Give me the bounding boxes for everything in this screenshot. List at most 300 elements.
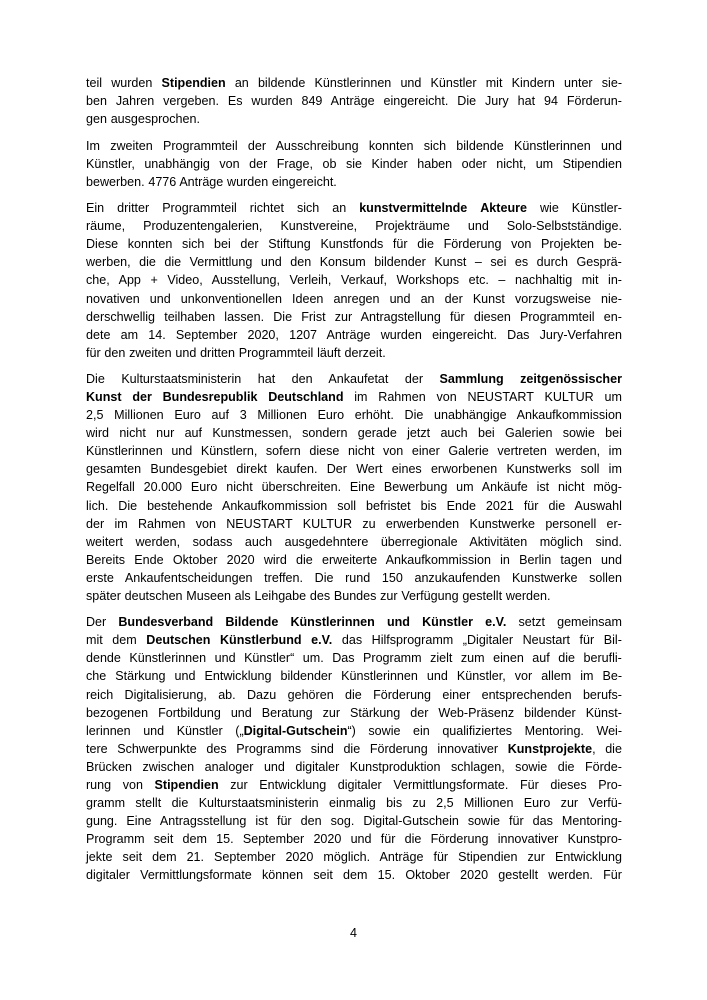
text-run: Förderun- bbox=[566, 94, 622, 109]
text-run: sie- bbox=[601, 76, 622, 90]
text-run: Förderung bbox=[443, 237, 502, 252]
text-run: gramm bbox=[86, 795, 126, 810]
text-run: Für bbox=[519, 777, 539, 792]
text-run: Entwicklung bbox=[259, 777, 327, 792]
text-run: allem bbox=[541, 669, 572, 684]
text-run: Bewerbung bbox=[383, 480, 448, 495]
text-run: teilhaben bbox=[164, 309, 216, 324]
text-run: bildender bbox=[374, 255, 426, 270]
text-run: Frage, bbox=[276, 156, 313, 171]
text-run: etc. bbox=[468, 273, 489, 288]
emphasis-text: zeitgenössischer bbox=[520, 372, 622, 387]
text-run: des bbox=[309, 588, 331, 603]
text-run: auf bbox=[211, 408, 229, 423]
text-run: September bbox=[214, 849, 276, 864]
text-run: später bbox=[86, 588, 121, 603]
text-run: che, bbox=[86, 273, 110, 288]
text-run: Kunst bbox=[472, 291, 505, 306]
text-run: in bbox=[500, 552, 510, 567]
text-run: vergeben. bbox=[163, 94, 219, 109]
text-run: Förderung bbox=[430, 831, 489, 846]
text-run: sind bbox=[310, 741, 334, 756]
text-run: Künstler, bbox=[456, 669, 506, 684]
text-run: sowie bbox=[515, 759, 548, 774]
text-run: möglich bbox=[539, 534, 583, 549]
text-run: 2020, bbox=[247, 327, 279, 342]
text-run: erweiterte bbox=[322, 552, 378, 567]
text-line bbox=[86, 631, 622, 649]
text-run: und bbox=[149, 291, 171, 306]
text-run: Antragsstellung bbox=[159, 813, 247, 828]
text-run: den bbox=[104, 345, 126, 360]
page-number: 4 bbox=[350, 926, 357, 940]
text-run: dritter bbox=[117, 201, 150, 216]
text-run: zweiten bbox=[129, 345, 172, 360]
text-run: wurden bbox=[380, 327, 422, 342]
text-run: zu bbox=[362, 516, 376, 531]
text-run: rung bbox=[86, 777, 112, 792]
text-run: nicht bbox=[558, 480, 585, 495]
text-run: ob bbox=[322, 156, 337, 171]
text-run: weitert bbox=[86, 534, 123, 549]
text-run: Künstlerinnen bbox=[341, 669, 418, 684]
text-run: die bbox=[548, 498, 566, 513]
text-run: werden. bbox=[548, 867, 593, 882]
text-run: ist bbox=[255, 813, 268, 828]
text-run: Stärkung bbox=[350, 705, 401, 720]
text-run: Web-Präsenz bbox=[438, 705, 515, 720]
text-run: dem bbox=[112, 633, 137, 648]
text-run: wird bbox=[86, 426, 110, 441]
text-run: dem bbox=[182, 831, 207, 846]
text-run: für bbox=[508, 813, 524, 828]
text-run: Bundes bbox=[333, 588, 377, 603]
text-run: hat bbox=[517, 94, 536, 109]
text-run: der bbox=[240, 237, 259, 252]
text-run: der bbox=[404, 372, 424, 387]
text-run: des bbox=[206, 741, 227, 756]
text-run: konnten bbox=[127, 237, 173, 252]
text-run: 15. bbox=[377, 867, 396, 882]
text-run: soll bbox=[337, 498, 357, 513]
text-run: lassen. bbox=[224, 309, 265, 324]
text-run: Die bbox=[273, 309, 293, 324]
text-line bbox=[86, 74, 622, 92]
text-run: Programm bbox=[363, 651, 422, 666]
text-run: Künstler, bbox=[86, 156, 135, 171]
text-run: von bbox=[195, 516, 216, 531]
text-run: das bbox=[341, 633, 363, 648]
text-run: die bbox=[164, 255, 182, 270]
text-run: von bbox=[436, 390, 457, 405]
text-run: Künstlerinnen bbox=[314, 76, 392, 90]
text-line bbox=[86, 460, 622, 478]
text-run: Produzentengalerien, bbox=[143, 219, 263, 234]
text-run: Kunstwerke bbox=[511, 570, 578, 585]
text-run: Dazu bbox=[246, 687, 277, 702]
text-run: unabhängige bbox=[434, 408, 507, 423]
text-run: Neustart bbox=[522, 633, 570, 648]
text-run: – bbox=[474, 255, 482, 270]
text-run: Die bbox=[118, 498, 138, 513]
page-body-text bbox=[86, 74, 622, 884]
text-run: Mentoring. bbox=[524, 723, 584, 738]
text-run: 14. bbox=[148, 327, 166, 342]
text-run: mög- bbox=[593, 480, 622, 495]
text-run: Euro bbox=[174, 408, 201, 423]
text-run: die bbox=[417, 237, 434, 252]
text-run: Entwicklung bbox=[554, 849, 622, 864]
text-run: den bbox=[290, 255, 312, 270]
text-run: nur bbox=[156, 426, 175, 441]
text-run: nicht, bbox=[496, 156, 527, 171]
text-run: Kunstwerks bbox=[506, 462, 572, 477]
text-run: sich bbox=[296, 201, 320, 216]
text-run: zur bbox=[322, 705, 341, 720]
text-run: überregionale bbox=[380, 534, 458, 549]
text-run: Ankaufkommission bbox=[385, 552, 491, 567]
text-run: und bbox=[350, 831, 372, 846]
text-run: Mentoring- bbox=[561, 813, 622, 828]
text-run: die bbox=[171, 795, 189, 810]
text-run: setzt bbox=[518, 615, 545, 630]
text-run: Projekträume bbox=[375, 219, 450, 234]
text-run: an bbox=[420, 291, 435, 306]
text-run: September bbox=[242, 831, 305, 846]
text-run: zur bbox=[380, 588, 398, 603]
text-run: deutschen bbox=[124, 588, 183, 603]
text-run: sog. bbox=[330, 813, 355, 828]
text-run: bildender bbox=[524, 705, 576, 720]
text-run: Gesprä- bbox=[576, 255, 622, 270]
text-run: um bbox=[535, 156, 554, 171]
text-run: einer bbox=[442, 687, 471, 702]
text-run: Ankäufe bbox=[481, 480, 528, 495]
text-run: digitaler bbox=[337, 777, 382, 792]
text-run: Künstlerinnen bbox=[129, 651, 207, 666]
text-run: Kunstmessen, bbox=[212, 426, 292, 441]
text-run: dem bbox=[152, 849, 177, 864]
text-run: Vermittlungsformate bbox=[140, 867, 252, 882]
text-line bbox=[86, 442, 622, 460]
text-line bbox=[86, 235, 622, 253]
text-line bbox=[86, 848, 622, 866]
text-run: Frist bbox=[301, 309, 326, 324]
emphasis-text: Kunstprojekte bbox=[507, 741, 593, 756]
text-run: bildende bbox=[456, 138, 504, 153]
text-run: unkonventionellen bbox=[180, 291, 282, 306]
text-run: im bbox=[354, 390, 368, 405]
text-run: ausgedehntere bbox=[284, 534, 369, 549]
text-line bbox=[86, 92, 622, 110]
text-run: oder bbox=[461, 156, 487, 171]
emphasis-text: der bbox=[132, 390, 152, 405]
text-run: sowie bbox=[368, 723, 401, 738]
emphasis-text: Bundesrepublik bbox=[162, 390, 258, 405]
text-run: bewerben. bbox=[86, 174, 145, 189]
text-run: erwerbenden bbox=[385, 516, 460, 531]
emphasis-text: Deutschen bbox=[146, 633, 211, 648]
text-run: gemeinsam bbox=[557, 615, 622, 630]
text-run: Anträge bbox=[179, 174, 224, 189]
text-run: es bbox=[514, 255, 529, 270]
text-run: ausgesprochen. bbox=[110, 112, 200, 127]
text-run: Jury-Verfahren bbox=[539, 327, 622, 342]
text-run: Video, bbox=[167, 273, 203, 288]
text-run: vertreten bbox=[497, 444, 547, 459]
text-run: die bbox=[605, 741, 622, 756]
text-run: 2020 bbox=[226, 552, 255, 567]
text-run: und bbox=[400, 76, 422, 90]
text-run: Be- bbox=[602, 669, 623, 684]
text-run: auf bbox=[184, 426, 203, 441]
text-run: Der bbox=[86, 615, 107, 630]
text-run: und bbox=[171, 444, 193, 459]
text-run: wurden bbox=[227, 174, 269, 189]
text-run: Rahmen bbox=[378, 390, 426, 405]
text-run: und bbox=[601, 552, 622, 567]
text-run: und bbox=[143, 723, 165, 738]
text-line bbox=[86, 497, 622, 515]
text-run: die bbox=[558, 651, 575, 666]
text-run: Der bbox=[326, 462, 347, 477]
text-run: Millionen bbox=[257, 408, 307, 423]
text-run: kaufen. bbox=[276, 462, 318, 477]
text-run: Eine bbox=[349, 480, 376, 495]
text-run: analoger bbox=[204, 759, 254, 774]
text-run: Kunstpro- bbox=[567, 831, 622, 846]
text-run: Förderung bbox=[369, 741, 428, 756]
emphasis-text: Stipendien bbox=[161, 76, 226, 90]
text-run: innovativer bbox=[497, 831, 559, 846]
text-run: NEUSTART bbox=[226, 516, 293, 531]
text-run: einen bbox=[493, 651, 524, 666]
text-run: Galerien bbox=[505, 426, 553, 441]
text-run: räume, bbox=[86, 219, 126, 234]
text-run: an bbox=[234, 76, 249, 90]
emphasis-text: Deutschland bbox=[268, 390, 344, 405]
text-line bbox=[86, 866, 622, 884]
text-run: novativen bbox=[86, 291, 140, 306]
text-run: Ankaufentscheidungen bbox=[124, 570, 253, 585]
text-run: und bbox=[426, 669, 448, 684]
text-run: jekte bbox=[86, 849, 113, 864]
text-run: wurden bbox=[251, 94, 293, 109]
text-run: die bbox=[139, 255, 156, 270]
text-run: zur bbox=[230, 777, 248, 792]
text-run: Oktober bbox=[172, 552, 218, 567]
text-run: bildende bbox=[257, 76, 306, 90]
text-run: Das bbox=[507, 327, 530, 342]
text-run: innovativer bbox=[437, 741, 499, 756]
text-run: die bbox=[557, 759, 575, 774]
text-run: 15. bbox=[216, 831, 234, 846]
text-line bbox=[86, 308, 622, 326]
text-run: Das bbox=[332, 651, 355, 666]
text-run: bestehende bbox=[147, 498, 213, 513]
text-run: seit bbox=[313, 867, 333, 882]
text-line bbox=[86, 217, 622, 235]
text-run: Jury bbox=[485, 94, 509, 109]
text-run: Ankaufetat bbox=[328, 372, 389, 387]
text-run: vor bbox=[514, 669, 533, 684]
text-run: von bbox=[219, 156, 240, 171]
text-run: Kulturstaatsministerin bbox=[121, 372, 242, 387]
text-line bbox=[86, 406, 622, 424]
text-run: er- bbox=[606, 516, 622, 531]
text-run: Aktivitäten bbox=[469, 534, 528, 549]
text-run: hat bbox=[257, 372, 276, 387]
text-run: zur bbox=[560, 795, 579, 810]
text-run: gung. bbox=[86, 813, 118, 828]
text-run: haben bbox=[417, 156, 453, 171]
emphasis-text: und bbox=[386, 615, 410, 630]
text-line bbox=[86, 515, 622, 533]
text-line bbox=[86, 326, 622, 344]
text-run: 20.000 bbox=[143, 480, 183, 495]
text-run: wie bbox=[539, 201, 559, 216]
text-run: nicht bbox=[347, 444, 375, 459]
text-run: bei bbox=[477, 426, 495, 441]
text-run: + bbox=[150, 273, 158, 288]
text-run: diese bbox=[309, 444, 340, 459]
text-line bbox=[86, 686, 622, 704]
paragraph bbox=[86, 199, 622, 361]
text-run: auf bbox=[532, 651, 550, 666]
text-run: 2020 bbox=[460, 867, 489, 882]
text-run: Wei- bbox=[596, 723, 623, 738]
text-run: Programmteil bbox=[519, 309, 595, 324]
text-line bbox=[86, 776, 622, 794]
text-run: direkt bbox=[236, 462, 268, 477]
text-run: dieses bbox=[550, 777, 587, 792]
text-run: digitaler bbox=[295, 759, 340, 774]
text-run: , bbox=[592, 741, 596, 756]
text-run: Euro bbox=[523, 795, 551, 810]
text-run: zum bbox=[460, 651, 485, 666]
text-run: gerade bbox=[357, 426, 397, 441]
text-run: um bbox=[456, 480, 474, 495]
text-run: in- bbox=[608, 273, 622, 288]
text-run: Ideen bbox=[292, 291, 324, 306]
text-run: Regelfall bbox=[86, 480, 135, 495]
text-run: anzukaufenden bbox=[414, 570, 501, 585]
text-run: gestellt bbox=[462, 588, 503, 603]
text-run: NEUSTART bbox=[467, 390, 534, 405]
text-run: der bbox=[247, 138, 266, 153]
text-run: Programms bbox=[236, 741, 302, 756]
text-run: von bbox=[122, 777, 143, 792]
text-run: nachhaltig bbox=[514, 273, 573, 288]
text-run: und bbox=[467, 219, 489, 234]
text-line bbox=[86, 830, 622, 848]
text-run: einer bbox=[411, 444, 440, 459]
text-run: werden, bbox=[555, 444, 601, 459]
text-run: der bbox=[410, 705, 429, 720]
text-run: um bbox=[604, 390, 622, 405]
text-line bbox=[86, 704, 622, 722]
text-run: Euro bbox=[190, 480, 218, 495]
text-run: erhöht. bbox=[354, 408, 394, 423]
text-run: sollen bbox=[589, 570, 622, 585]
text-run: Fortbildung bbox=[158, 705, 221, 720]
emphasis-text: Sammlung bbox=[439, 372, 504, 387]
emphasis-text: Stipendien bbox=[154, 777, 219, 792]
text-run: seit bbox=[122, 849, 143, 864]
text-run: der bbox=[249, 156, 268, 171]
text-run: 150 bbox=[381, 570, 403, 585]
text-run: eingereicht. bbox=[383, 94, 449, 109]
text-line bbox=[86, 812, 622, 830]
text-run: Eine bbox=[126, 813, 152, 828]
text-run: Ausschreibung bbox=[275, 138, 359, 153]
text-run: Ein bbox=[86, 201, 105, 216]
text-run: unabhängig bbox=[144, 156, 210, 171]
text-run: die bbox=[404, 831, 422, 846]
text-run: Digitalisierung, bbox=[124, 687, 207, 702]
text-run: Kunstvereine, bbox=[280, 219, 358, 234]
text-run: Ende bbox=[446, 498, 476, 513]
text-run: KULTUR bbox=[302, 516, 353, 531]
text-run: App bbox=[118, 273, 141, 288]
text-line bbox=[86, 137, 622, 155]
text-run: Ankaufkommission bbox=[221, 498, 328, 513]
text-run: ab. bbox=[218, 687, 236, 702]
text-run: den bbox=[291, 372, 313, 387]
text-run: 4776 bbox=[148, 174, 177, 189]
text-run: für bbox=[380, 831, 396, 846]
emphasis-text: Bildende bbox=[225, 615, 279, 630]
text-run: sodass bbox=[192, 534, 233, 549]
text-run: das bbox=[532, 813, 553, 828]
text-run: für bbox=[523, 498, 539, 513]
text-line bbox=[86, 344, 622, 362]
text-line bbox=[86, 110, 622, 128]
text-run: Ankaufkommission bbox=[516, 408, 622, 423]
text-run: auch bbox=[244, 534, 273, 549]
text-run: erste bbox=[86, 570, 114, 585]
text-run: Antragstellung bbox=[360, 309, 441, 324]
text-run: die bbox=[296, 552, 313, 567]
text-run: Die bbox=[314, 570, 334, 585]
text-run: Workshops bbox=[396, 273, 460, 288]
text-line bbox=[86, 290, 622, 308]
text-run: wurden bbox=[111, 76, 153, 90]
text-run: richtet bbox=[249, 201, 284, 216]
text-run: Künstler bbox=[176, 723, 223, 738]
text-run: September bbox=[175, 327, 238, 342]
text-run: Programmteil bbox=[163, 138, 238, 153]
text-run: Die bbox=[86, 372, 105, 387]
text-run: sondern bbox=[302, 426, 348, 441]
text-run: von bbox=[511, 237, 532, 252]
text-run: um. bbox=[302, 651, 324, 666]
text-run: einmalig bbox=[328, 795, 376, 810]
text-run: Künstler- bbox=[571, 201, 622, 216]
text-run: Millionen bbox=[114, 408, 164, 423]
text-run: („ bbox=[235, 723, 244, 738]
text-line bbox=[86, 758, 622, 776]
text-run: “) bbox=[347, 723, 356, 738]
text-line bbox=[86, 551, 622, 569]
text-run: Künst- bbox=[585, 705, 622, 720]
text-run: und bbox=[389, 291, 411, 306]
text-line bbox=[86, 155, 622, 173]
text-run: Bil- bbox=[603, 633, 622, 648]
text-run: Museen bbox=[186, 588, 231, 603]
text-run: 3 bbox=[239, 408, 247, 423]
text-run: als bbox=[234, 588, 251, 603]
